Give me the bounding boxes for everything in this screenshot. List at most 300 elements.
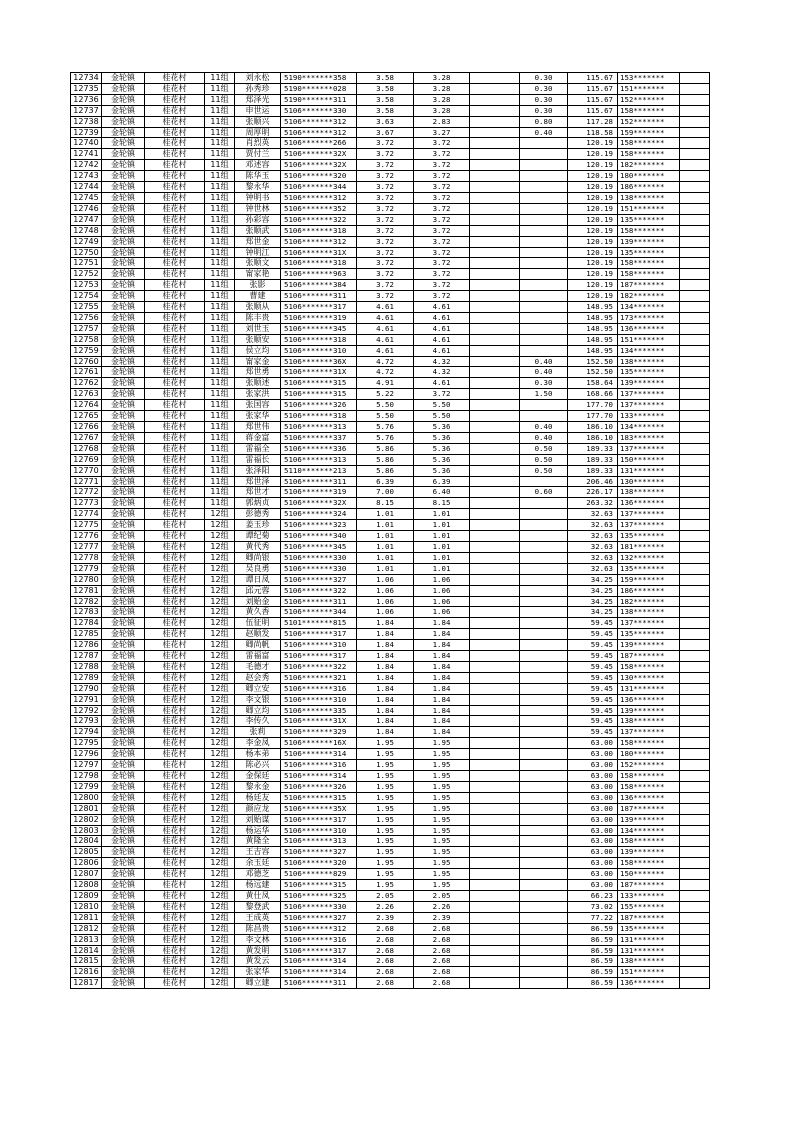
town-cell: 金轮镇 (102, 443, 145, 454)
phone-cell: 151******* (618, 967, 680, 978)
phone-cell: 136******* (618, 792, 680, 803)
village-cell: 桂花村 (145, 890, 205, 901)
value-d-cell (520, 760, 568, 771)
group-cell: 12组 (205, 727, 235, 738)
amount-cell: 86.59 (568, 967, 618, 978)
id-number-cell: 5106*******344 (281, 607, 357, 618)
value-d-cell (520, 302, 568, 313)
phone-cell: 134******* (618, 345, 680, 356)
value-d-cell: 0.40 (520, 422, 568, 433)
remark-cell (680, 541, 710, 552)
value-b-cell: 1.95 (414, 738, 470, 749)
value-d-cell (520, 411, 568, 422)
remark-cell (680, 585, 710, 596)
row-number-cell: 12738 (71, 116, 102, 127)
row-number-cell: 12804 (71, 836, 102, 847)
value-d-cell (520, 585, 568, 596)
row-number-cell: 12760 (71, 356, 102, 367)
group-cell: 11组 (205, 192, 235, 203)
group-cell: 11组 (205, 94, 235, 105)
id-number-cell: 5106*******314 (281, 771, 357, 782)
row-number-cell: 12761 (71, 367, 102, 378)
name-cell: 余玉廷 (235, 858, 281, 869)
value-b-cell: 4.61 (414, 312, 470, 323)
village-cell: 桂花村 (145, 531, 205, 542)
village-cell: 桂花村 (145, 182, 205, 193)
phone-cell: 131******* (618, 934, 680, 945)
name-cell: 张家华 (235, 967, 281, 978)
amount-cell: 120.19 (568, 258, 618, 269)
group-cell: 12组 (205, 781, 235, 792)
name-cell: 卿尚帆 (235, 640, 281, 651)
value-c-cell (470, 356, 520, 367)
value-c-cell (470, 280, 520, 291)
name-cell: 张顺武 (235, 225, 281, 236)
name-cell: 贾付兰 (235, 149, 281, 160)
value-a-cell: 3.72 (357, 171, 414, 182)
amount-cell: 59.45 (568, 683, 618, 694)
table-row (71, 269, 710, 280)
town-cell: 金轮镇 (102, 171, 145, 182)
village-cell: 桂花村 (145, 945, 205, 956)
value-a-cell: 2.68 (357, 934, 414, 945)
phone-cell: 151******* (618, 203, 680, 214)
town-cell: 金轮镇 (102, 869, 145, 880)
phone-cell: 158******* (618, 149, 680, 160)
value-d-cell (520, 552, 568, 563)
group-cell: 12组 (205, 825, 235, 836)
amount-cell: 73.02 (568, 901, 618, 912)
amount-cell: 226.17 (568, 487, 618, 498)
village-cell: 桂花村 (145, 83, 205, 94)
amount-cell: 189.33 (568, 465, 618, 476)
name-cell: 谭日凤 (235, 574, 281, 585)
value-b-cell: 1.84 (414, 618, 470, 629)
value-d-cell (520, 618, 568, 629)
row-number-cell: 12768 (71, 443, 102, 454)
town-cell: 金轮镇 (102, 836, 145, 847)
value-c-cell (470, 214, 520, 225)
village-cell: 桂花村 (145, 476, 205, 487)
group-cell: 11组 (205, 138, 235, 149)
id-number-cell: 5106*******31X (281, 247, 357, 258)
table-row (71, 574, 710, 585)
value-d-cell: 0.40 (520, 367, 568, 378)
remark-cell (680, 563, 710, 574)
phone-cell: 131******* (618, 465, 680, 476)
value-a-cell: 1.95 (357, 792, 414, 803)
row-number-cell: 12789 (71, 672, 102, 683)
value-c-cell (470, 596, 520, 607)
town-cell: 金轮镇 (102, 890, 145, 901)
value-d-cell (520, 334, 568, 345)
table-row (71, 520, 710, 531)
name-cell: 张顺兴 (235, 116, 281, 127)
row-number-cell: 12734 (71, 73, 102, 84)
row-number-cell: 12801 (71, 803, 102, 814)
value-b-cell: 4.32 (414, 356, 470, 367)
amount-cell: 120.19 (568, 149, 618, 160)
row-number-cell: 12770 (71, 465, 102, 476)
value-a-cell: 1.84 (357, 672, 414, 683)
value-b-cell: 1.01 (414, 563, 470, 574)
phone-cell: 152******* (618, 760, 680, 771)
group-cell: 12组 (205, 760, 235, 771)
group-cell: 12组 (205, 705, 235, 716)
id-number-cell: 5106*******32X (281, 149, 357, 160)
group-cell: 11组 (205, 83, 235, 94)
value-d-cell (520, 672, 568, 683)
village-cell: 桂花村 (145, 792, 205, 803)
value-a-cell: 6.39 (357, 476, 414, 487)
remark-cell (680, 454, 710, 465)
remark-cell (680, 934, 710, 945)
remark-cell (680, 160, 710, 171)
name-cell: 李文林 (235, 934, 281, 945)
village-cell: 桂花村 (145, 847, 205, 858)
value-a-cell: 4.72 (357, 356, 414, 367)
value-a-cell: 3.72 (357, 291, 414, 302)
value-a-cell: 1.84 (357, 694, 414, 705)
name-cell: 张影 (235, 280, 281, 291)
village-cell: 桂花村 (145, 651, 205, 662)
table-row (71, 890, 710, 901)
row-number-cell: 12785 (71, 629, 102, 640)
phone-cell: 173******* (618, 312, 680, 323)
amount-cell: 63.00 (568, 781, 618, 792)
name-cell: 陈必兴 (235, 760, 281, 771)
row-number-cell: 12740 (71, 138, 102, 149)
id-number-cell: 5106*******340 (281, 531, 357, 542)
phone-cell: 136******* (618, 694, 680, 705)
amount-cell: 63.00 (568, 847, 618, 858)
village-cell: 桂花村 (145, 629, 205, 640)
town-cell: 金轮镇 (102, 312, 145, 323)
value-c-cell (470, 912, 520, 923)
value-d-cell (520, 563, 568, 574)
name-cell: 陈丰贵 (235, 312, 281, 323)
value-c-cell (470, 901, 520, 912)
name-cell: 谭纪菊 (235, 531, 281, 542)
value-c-cell (470, 640, 520, 651)
amount-cell: 32.63 (568, 563, 618, 574)
table-row (71, 302, 710, 313)
phone-cell: 139******* (618, 378, 680, 389)
remark-cell (680, 880, 710, 891)
village-cell: 桂花村 (145, 749, 205, 760)
value-a-cell: 5.76 (357, 422, 414, 433)
remark-cell (680, 771, 710, 782)
remark-cell (680, 651, 710, 662)
village-cell: 桂花村 (145, 640, 205, 651)
table-row (71, 236, 710, 247)
value-d-cell (520, 498, 568, 509)
row-number-cell: 12775 (71, 520, 102, 531)
phone-cell: 158******* (618, 105, 680, 116)
value-a-cell: 1.95 (357, 814, 414, 825)
value-b-cell: 1.01 (414, 552, 470, 563)
name-cell: 黄代秀 (235, 541, 281, 552)
town-cell: 金轮镇 (102, 541, 145, 552)
id-number-cell: 5106*******266 (281, 138, 357, 149)
row-number-cell: 12749 (71, 236, 102, 247)
value-c-cell (470, 803, 520, 814)
town-cell: 金轮镇 (102, 858, 145, 869)
town-cell: 金轮镇 (102, 116, 145, 127)
value-d-cell: 0.30 (520, 83, 568, 94)
remark-cell (680, 738, 710, 749)
village-cell: 桂花村 (145, 454, 205, 465)
row-number-cell: 12769 (71, 454, 102, 465)
value-c-cell (470, 105, 520, 116)
name-cell: 刘永松 (235, 73, 281, 84)
group-cell: 11组 (205, 323, 235, 334)
table-row (71, 716, 710, 727)
value-a-cell: 7.00 (357, 487, 414, 498)
row-number-cell: 12776 (71, 531, 102, 542)
row-number-cell: 12783 (71, 607, 102, 618)
remark-cell (680, 760, 710, 771)
name-cell: 彭德秀 (235, 509, 281, 520)
phone-cell: 186******* (618, 182, 680, 193)
value-b-cell: 2.68 (414, 923, 470, 934)
id-number-cell: 5190*******358 (281, 73, 357, 84)
id-number-cell: 5106*******317 (281, 814, 357, 825)
value-b-cell: 2.68 (414, 934, 470, 945)
row-number-cell: 12744 (71, 182, 102, 193)
table-row (71, 280, 710, 291)
row-number-cell: 12808 (71, 880, 102, 891)
group-cell: 11组 (205, 367, 235, 378)
phone-cell: 135******* (618, 214, 680, 225)
town-cell: 金轮镇 (102, 73, 145, 84)
group-cell: 11组 (205, 302, 235, 313)
value-a-cell: 1.06 (357, 574, 414, 585)
value-c-cell (470, 203, 520, 214)
row-number-cell: 12748 (71, 225, 102, 236)
table-row (71, 640, 710, 651)
value-d-cell (520, 825, 568, 836)
data-table-sheet (70, 72, 709, 989)
village-cell: 桂花村 (145, 978, 205, 989)
group-cell: 12组 (205, 771, 235, 782)
group-cell: 12组 (205, 847, 235, 858)
amount-cell: 86.59 (568, 956, 618, 967)
id-number-cell: 5106*******322 (281, 214, 357, 225)
value-a-cell: 1.95 (357, 760, 414, 771)
town-cell: 金轮镇 (102, 563, 145, 574)
row-number-cell: 12777 (71, 541, 102, 552)
table-row (71, 454, 710, 465)
value-c-cell (470, 247, 520, 258)
remark-cell (680, 476, 710, 487)
value-b-cell: 4.61 (414, 345, 470, 356)
remark-cell (680, 531, 710, 542)
value-b-cell: 1.84 (414, 640, 470, 651)
id-number-cell: 5106*******345 (281, 323, 357, 334)
value-a-cell: 1.84 (357, 661, 414, 672)
amount-cell: 120.19 (568, 182, 618, 193)
id-number-cell: 5106*******319 (281, 312, 357, 323)
remark-cell (680, 94, 710, 105)
town-cell: 金轮镇 (102, 182, 145, 193)
value-d-cell (520, 541, 568, 552)
group-cell: 11组 (205, 247, 235, 258)
value-a-cell: 1.95 (357, 880, 414, 891)
amount-cell: 120.19 (568, 171, 618, 182)
value-c-cell (470, 334, 520, 345)
value-c-cell (470, 672, 520, 683)
id-number-cell: 5106*******322 (281, 585, 357, 596)
phone-cell: 182******* (618, 160, 680, 171)
name-cell: 张家洪 (235, 389, 281, 400)
id-number-cell: 5106*******312 (281, 923, 357, 934)
town-cell: 金轮镇 (102, 520, 145, 531)
village-cell: 桂花村 (145, 127, 205, 138)
amount-cell: 168.66 (568, 389, 618, 400)
amount-cell: 63.00 (568, 880, 618, 891)
phone-cell: 151******* (618, 83, 680, 94)
village-cell: 桂花村 (145, 781, 205, 792)
group-cell: 11组 (205, 236, 235, 247)
value-d-cell (520, 847, 568, 858)
village-cell: 桂花村 (145, 302, 205, 313)
value-c-cell (470, 574, 520, 585)
remark-cell (680, 520, 710, 531)
village-cell: 桂花村 (145, 934, 205, 945)
value-b-cell: 5.36 (414, 454, 470, 465)
row-number-cell: 12736 (71, 94, 102, 105)
phone-cell: 137******* (618, 618, 680, 629)
phone-cell: 137******* (618, 443, 680, 454)
remark-cell (680, 640, 710, 651)
value-a-cell: 1.95 (357, 749, 414, 760)
amount-cell: 63.00 (568, 738, 618, 749)
id-number-cell: 5106*******325 (281, 890, 357, 901)
value-d-cell (520, 880, 568, 891)
town-cell: 金轮镇 (102, 302, 145, 313)
name-cell: 申世运 (235, 105, 281, 116)
value-c-cell (470, 781, 520, 792)
town-cell: 金轮镇 (102, 847, 145, 858)
remark-cell (680, 192, 710, 203)
value-c-cell (470, 945, 520, 956)
value-c-cell (470, 967, 520, 978)
group-cell: 12组 (205, 585, 235, 596)
row-number-cell: 12787 (71, 651, 102, 662)
phone-cell: 135******* (618, 923, 680, 934)
group-cell: 11组 (205, 465, 235, 476)
name-cell: 郑世勇 (235, 367, 281, 378)
id-number-cell: 5106*******310 (281, 345, 357, 356)
name-cell: 孙彩容 (235, 214, 281, 225)
group-cell: 11组 (205, 487, 235, 498)
amount-cell: 152.50 (568, 356, 618, 367)
village-cell: 桂花村 (145, 923, 205, 934)
remark-cell (680, 978, 710, 989)
name-cell: 刘世玉 (235, 323, 281, 334)
amount-cell: 34.25 (568, 596, 618, 607)
value-a-cell: 3.63 (357, 116, 414, 127)
village-cell: 桂花村 (145, 683, 205, 694)
value-a-cell: 3.58 (357, 83, 414, 94)
phone-cell: 131******* (618, 683, 680, 694)
row-number-cell: 12786 (71, 640, 102, 651)
village-cell: 桂花村 (145, 574, 205, 585)
value-c-cell (470, 422, 520, 433)
group-cell: 11组 (205, 378, 235, 389)
id-number-cell: 5106*******317 (281, 945, 357, 956)
remark-cell (680, 345, 710, 356)
id-number-cell: 5106*******31X (281, 716, 357, 727)
value-c-cell (470, 771, 520, 782)
value-b-cell: 1.06 (414, 585, 470, 596)
value-d-cell (520, 138, 568, 149)
value-b-cell: 5.36 (414, 443, 470, 454)
value-b-cell: 1.95 (414, 792, 470, 803)
phone-cell: 135******* (618, 629, 680, 640)
remark-cell (680, 487, 710, 498)
amount-cell: 63.00 (568, 858, 618, 869)
amount-cell: 59.45 (568, 618, 618, 629)
id-number-cell: 5106*******311 (281, 596, 357, 607)
remark-cell (680, 465, 710, 476)
row-number-cell: 12790 (71, 683, 102, 694)
town-cell: 金轮镇 (102, 236, 145, 247)
row-number-cell: 12771 (71, 476, 102, 487)
table-row (71, 672, 710, 683)
remark-cell (680, 945, 710, 956)
id-number-cell: 5106*******327 (281, 847, 357, 858)
amount-cell: 189.33 (568, 443, 618, 454)
table-row (71, 552, 710, 563)
amount-cell: 148.95 (568, 312, 618, 323)
value-b-cell: 3.72 (414, 149, 470, 160)
row-number-cell: 12813 (71, 934, 102, 945)
value-a-cell: 1.01 (357, 541, 414, 552)
value-d-cell (520, 792, 568, 803)
village-cell: 桂花村 (145, 956, 205, 967)
name-cell: 张顺从 (235, 302, 281, 313)
value-b-cell: 3.28 (414, 83, 470, 94)
id-number-cell: 5106*******32X (281, 498, 357, 509)
name-cell: 卿尚银 (235, 552, 281, 563)
name-cell: 陈昌贵 (235, 923, 281, 934)
value-d-cell: 0.30 (520, 105, 568, 116)
id-number-cell: 5106*******315 (281, 880, 357, 891)
row-number-cell: 12742 (71, 160, 102, 171)
name-cell: 黄仕凤 (235, 890, 281, 901)
town-cell: 金轮镇 (102, 138, 145, 149)
value-c-cell (470, 792, 520, 803)
value-a-cell: 3.72 (357, 214, 414, 225)
row-number-cell: 12795 (71, 738, 102, 749)
value-a-cell: 4.61 (357, 312, 414, 323)
amount-cell: 77.22 (568, 912, 618, 923)
id-number-cell: 5106*******311 (281, 978, 357, 989)
value-d-cell (520, 749, 568, 760)
row-number-cell: 12758 (71, 334, 102, 345)
town-cell: 金轮镇 (102, 454, 145, 465)
row-number-cell: 12779 (71, 563, 102, 574)
id-number-cell: 5106*******315 (281, 792, 357, 803)
phone-cell: 135******* (618, 531, 680, 542)
town-cell: 金轮镇 (102, 291, 145, 302)
remark-cell (680, 411, 710, 422)
amount-cell: 59.45 (568, 651, 618, 662)
id-number-cell: 5106*******316 (281, 683, 357, 694)
value-a-cell: 1.95 (357, 858, 414, 869)
